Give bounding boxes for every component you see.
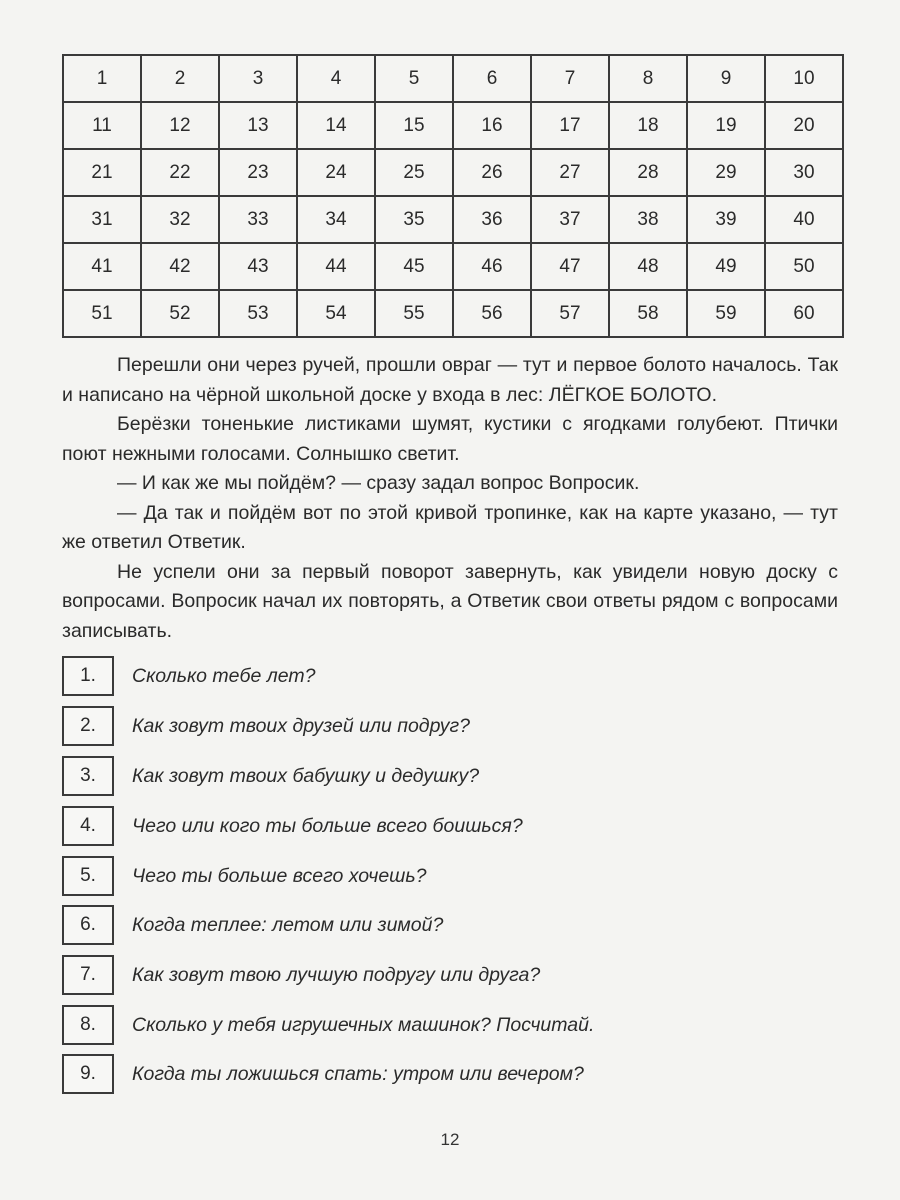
question-item-1 [62,656,838,696]
grid-row [63,102,843,149]
question-item-5 [62,856,838,896]
grid-cell: 14 [297,102,375,149]
grid-cell: 10 [765,55,843,102]
question-item-4 [62,806,838,846]
grid-cell: 22 [141,149,219,196]
grid-cell: 15 [375,102,453,149]
grid-cell: 56 [453,290,531,337]
story-text [62,351,838,646]
grid-cell: 28 [609,149,687,196]
grid-row [63,196,843,243]
grid-cell: 47 [531,243,609,290]
grid-cell: 23 [219,149,297,196]
grid-cell: 20 [765,102,843,149]
grid-cell: 57 [531,290,609,337]
grid-cell: 29 [687,149,765,196]
grid-cell: 9 [687,55,765,102]
question-number-box: 4. [62,806,114,846]
grid-cell: 49 [687,243,765,290]
question-text: Чего ты больше всего хочешь? [132,864,427,887]
number-grid [62,54,844,338]
grid-cell: 43 [219,243,297,290]
question-item-8 [62,1005,838,1045]
grid-cell: 41 [63,243,141,290]
question-item-3 [62,756,838,796]
grid-cell: 6 [453,55,531,102]
grid-cell: 45 [375,243,453,290]
question-text: Как зовут твою лучшую подругу или друга? [132,963,541,986]
question-number-box: 2. [62,706,114,746]
number-grid-body [63,55,843,337]
question-text: Сколько тебе лет? [132,664,316,687]
grid-cell: 54 [297,290,375,337]
grid-cell: 46 [453,243,531,290]
grid-cell: 16 [453,102,531,149]
question-text: Чего или кого ты больше всего боишься? [132,814,523,837]
grid-cell: 44 [297,243,375,290]
grid-cell: 19 [687,102,765,149]
grid-cell: 12 [141,102,219,149]
grid-cell: 3 [219,55,297,102]
grid-cell: 37 [531,196,609,243]
grid-row [63,149,843,196]
story-paragraph-2: Берёзки тоненькие листиками шумят, кустики с ягодками голубеют. Птички поют нежными голосами. Солнышко светит. [62,413,838,465]
grid-cell: 31 [63,196,141,243]
grid-cell: 50 [765,243,843,290]
story-paragraph-4: — Да так и пойдём вот по этой кривой тропинке, как на карте указано, — тут же ответил Ответик. [62,501,838,553]
question-number-box: 5. [62,856,114,896]
grid-cell: 42 [141,243,219,290]
grid-cell: 30 [765,149,843,196]
grid-cell: 4 [297,55,375,102]
grid-cell: 33 [219,196,297,243]
grid-cell: 38 [609,196,687,243]
grid-cell: 17 [531,102,609,149]
grid-cell: 48 [609,243,687,290]
grid-cell: 52 [141,290,219,337]
question-number-box: 1. [62,656,114,696]
question-text: Как зовут твоих друзей или подруг? [132,714,470,737]
grid-row [63,290,843,337]
grid-cell: 2 [141,55,219,102]
grid-cell: 58 [609,290,687,337]
story-paragraph-5: Не успели они за первый поворот завернуть, как увидели новую доску с вопросами. Вопросик начал их повторять, а Ответик свои ответы рядом с вопросами записывать. [62,560,838,642]
grid-cell: 26 [453,149,531,196]
question-number-box: 3. [62,756,114,796]
grid-cell: 51 [63,290,141,337]
grid-row [63,243,843,290]
story-paragraph-1: Перешли они через ручей, прошли овраг — тут и первое болото началось. Так и написано на чёрной школьной доске у входа в лес: ЛЁГКОЕ БОЛОТО. [62,354,838,406]
question-text: Как зовут твоих бабушку и дедушку? [132,764,480,787]
question-number-box: 7. [62,955,114,995]
grid-cell: 18 [609,102,687,149]
grid-cell: 40 [765,196,843,243]
grid-cell: 5 [375,55,453,102]
grid-cell: 35 [375,196,453,243]
question-text: Когда теплее: летом или зимой? [132,913,444,936]
question-item-7 [62,955,838,995]
grid-cell: 55 [375,290,453,337]
question-number-box: 9. [62,1054,114,1094]
question-number-box: 6. [62,905,114,945]
grid-row [63,55,843,102]
grid-cell: 34 [297,196,375,243]
grid-cell: 7 [531,55,609,102]
grid-cell: 8 [609,55,687,102]
question-text: Сколько у тебя игрушечных машинок? Посчитай. [132,1013,595,1036]
grid-cell: 39 [687,196,765,243]
question-number-box: 8. [62,1005,114,1045]
page-number: 12 [440,1130,460,1149]
grid-cell: 53 [219,290,297,337]
question-item-6 [62,905,838,945]
question-text: Когда ты ложишься спать: утром или вечером? [132,1062,584,1085]
grid-cell: 13 [219,102,297,149]
grid-cell: 27 [531,149,609,196]
grid-cell: 60 [765,290,843,337]
grid-cell: 21 [63,149,141,196]
grid-cell: 36 [453,196,531,243]
grid-cell: 24 [297,149,375,196]
grid-cell: 1 [63,55,141,102]
question-item-9 [62,1054,838,1094]
grid-cell: 11 [63,102,141,149]
story-paragraph-3: — И как же мы пойдём? — сразу задал вопрос Вопросик. [117,472,640,494]
grid-cell: 32 [141,196,219,243]
grid-cell: 25 [375,149,453,196]
grid-cell: 59 [687,290,765,337]
question-item-2 [62,706,838,746]
